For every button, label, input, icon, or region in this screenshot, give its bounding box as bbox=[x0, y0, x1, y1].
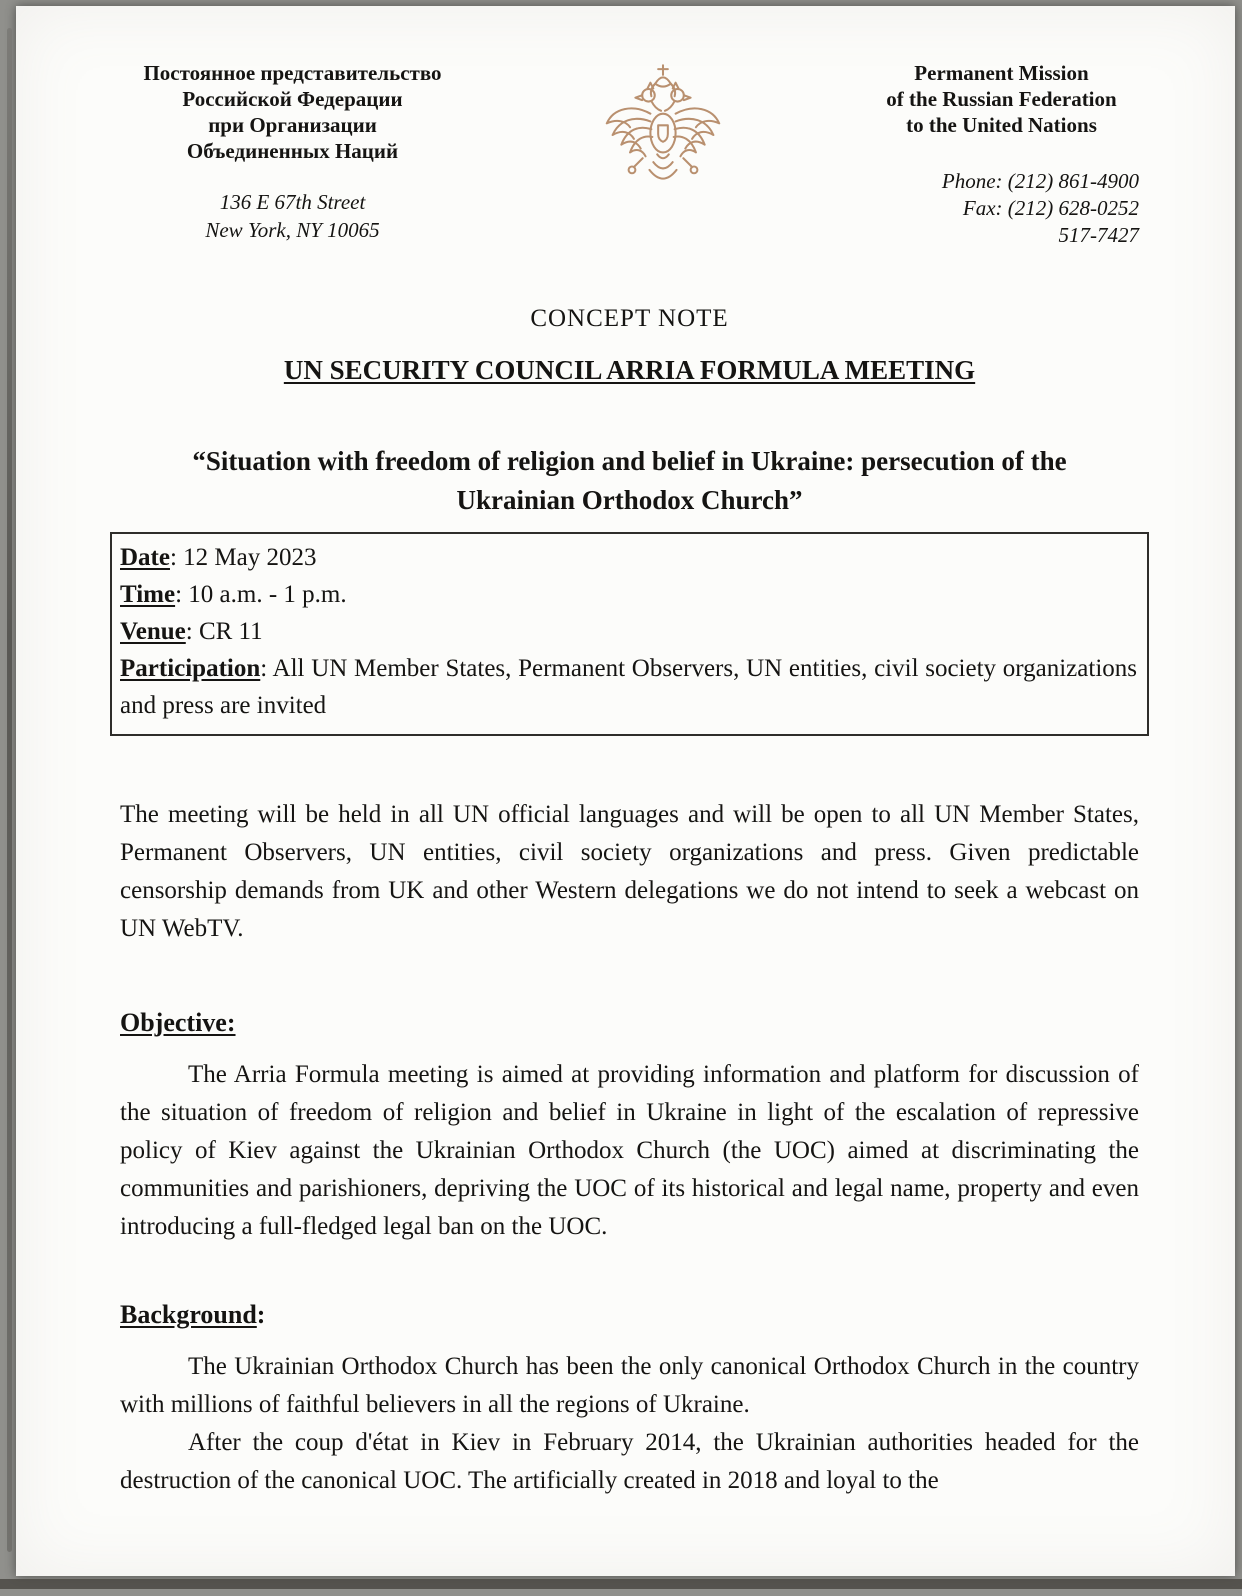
mission-en-line: of the Russian Federation bbox=[886, 87, 1117, 111]
mission-address bbox=[120, 188, 465, 244]
concept-note-heading: CONCEPT NOTE bbox=[530, 305, 729, 332]
objective-paragraph: The Arria Formula meeting is aimed at providing information and platform for discussion of the situation of freedom of religion and belief in Ukraine in light of the escalation of repressive policy of Kiev against the Ukrainian Orthodox Church (the UOC) aimed at discriminating the communities and parishioners, depriving the UOC of its historical and legal name, property and even introducing a full-fledged legal ban on the UOC. bbox=[120, 1061, 1139, 1240]
detail-row-venue bbox=[120, 613, 1137, 650]
objective-heading-text: Objective: bbox=[120, 1008, 236, 1037]
fax-line: Fax: (212) 628-0252 bbox=[962, 196, 1139, 220]
detail-label: Time bbox=[120, 581, 176, 608]
subject-title: “Situation with freedom of religion and belief in Ukraine: persecution of the Ukrainian Orthodox Church” bbox=[192, 446, 1067, 515]
mission-ru-line: Постоянное представительство bbox=[143, 61, 442, 85]
detail-label: Participation bbox=[120, 655, 261, 682]
address-line: 136 E 67th Street bbox=[219, 190, 366, 214]
concept-note-page bbox=[16, 6, 1235, 1576]
mission-contacts bbox=[864, 168, 1139, 249]
meeting-title-text: UN SECURITY COUNCIL ARRIA FORMULA MEETING bbox=[283, 355, 976, 385]
background-paragraph-2: After the coup d'état in Kiev in February 2014, the Ukrainian authorities headed for the destruction of the canonical UOC. The artificially created in 2018 and loyal to the bbox=[120, 1429, 1139, 1494]
detail-row-date bbox=[120, 539, 1137, 576]
photo-edge-shadow-bottom bbox=[0, 1579, 1242, 1589]
background-heading bbox=[120, 1300, 1139, 1330]
photo-edge-shadow-left bbox=[7, 28, 12, 1552]
mission-en-line: to the United Nations bbox=[906, 113, 1097, 137]
meeting-title bbox=[120, 355, 1139, 386]
phone-line-2: 517-7427 bbox=[1058, 223, 1139, 247]
detail-value: : 10 a.m. - 1 p.m. bbox=[175, 581, 347, 608]
russia-coat-of-arms-icon bbox=[600, 60, 730, 213]
intro-paragraph: The meeting will be held in all UN official languages and will be open to all UN Member States, Permanent Observers, UN entities, civil society organizations and press. Given predictable censorship demands from UK and other Western delegations we do not intend to seek a webcast on UN WebTV. bbox=[120, 801, 1139, 942]
background-heading-text: Background bbox=[120, 1300, 257, 1329]
objective-heading bbox=[120, 1008, 1139, 1038]
meeting-details-box bbox=[110, 532, 1149, 736]
detail-value: : CR 11 bbox=[185, 618, 263, 645]
letterhead bbox=[120, 60, 1139, 249]
background-paragraph-1: The Ukrainian Orthodox Church has been the only canonical Orthodox Church in the country with millions of faithful believers in all the regions of Ukraine. bbox=[120, 1353, 1139, 1418]
mission-ru-line: Объединенных Наций bbox=[186, 139, 399, 163]
mission-en-line: Permanent Mission bbox=[914, 61, 1089, 85]
address-line: New York, NY 10065 bbox=[205, 218, 380, 242]
mission-en-org bbox=[864, 60, 1139, 138]
mission-name-english-block bbox=[864, 60, 1139, 249]
mission-ru-line: при Организации bbox=[208, 113, 377, 137]
detail-value: : All UN Member States, Permanent Observers, UN entities, civil society organizations and press are invited bbox=[120, 655, 1137, 719]
mission-ru-org bbox=[120, 60, 465, 164]
phone-line: Phone: (212) 861-4900 bbox=[941, 169, 1139, 193]
mission-name-russian-block bbox=[120, 60, 465, 244]
detail-label: Venue bbox=[120, 618, 186, 645]
detail-row-participation bbox=[120, 650, 1137, 724]
mission-ru-line: Российской Федерации bbox=[182, 87, 403, 111]
detail-row-time bbox=[120, 576, 1137, 613]
detail-value: : 12 May 2023 bbox=[169, 544, 317, 571]
detail-label: Date bbox=[120, 544, 170, 571]
background-heading-colon: : bbox=[256, 1300, 266, 1329]
